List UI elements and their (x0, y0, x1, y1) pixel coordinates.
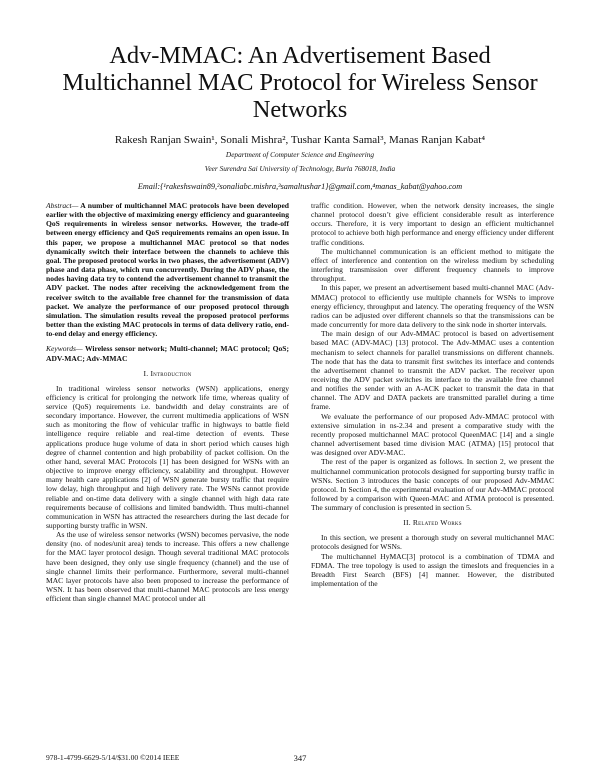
abstract (46, 201, 289, 338)
author-list: Rakesh Ranjan Swain¹, Sonali Mishra², Tushar Kanta Samal³, Manas Ranjan Kabat⁴ (114, 134, 486, 146)
paragraph: In this section, we present a thorough study on several multichannel MAC protocols designed for WSNs. (311, 533, 554, 552)
paragraph: In traditional wireless sensor networks (WSN) applications, energy efficiency is critical for prolonging the network life time, whereas quality of service (QoS) requirements i.e. bandwidth and delay constraints are of secondary importance. However, the current multimedia applications of WSN such as monitoring the flow of vehicular traffic in highways to battle field intelligence require reliable and real-time detection of events. These applications produce huge volume of data in short period which causes high degree of channel contention and high probability of packet collision. On the other hand, several MAC Protocols [1] has been designed for WSNs with an objective to improve energy efficiency, scalability and throughput. However many health care applications [2] of WSN generate bursty traffic that require low delay, high throughput and high delivery rate. The WSNs cannot provide reliable and on-time data delivery with a single channel with high data rate requirements because of collisions and limited bandwidth. Thus multi-channel communication in WSN has attracted the researchers during the last decade for supporting bursty traffic in WSN. (46, 383, 289, 530)
paragraph: We evaluate the performance of our proposed Adv-MMAC protocol with extensive simulation in ns-2.34 and present a comparative study with the recently proposed multichannel MAC protocol QueenMAC [14] and a single channel advertisement based time division MAC (ATMA) [15] protocol that was designed over ADV-MAC. (311, 411, 554, 458)
paragraph: traffic condition. However, when the network density increases, the single channel protocol doesn’t give efficient considerable result as interference occurs. Therefore, it is very important to design an efficient multichannel protocol to achieve both high performance and energy efficiency under different traffic conditions. (311, 201, 554, 247)
keywords (46, 344, 289, 362)
paper-title: Adv-MMAC: An Advertisement Based Multichannel MAC Protocol for Wireless Sensor Networks (62, 42, 538, 123)
left-column (46, 201, 289, 603)
paragraph: The main design of our Adv-MMAC protocol is based on advertisement based MAC (ADV-MAC) [13] protocol. The Adv-MMAC uses a contention mechanism to select channels for parallel transmissions on different channels. The node that has the data to transmit first switches its interface and contends the advertisement channel to transmit the ADV packet. The receiver upon receiving the ADV packet switches its interface to the available free channel and notifies the sender with an A-ACK packet to transmit the data in that channel. The ADV and DATA packets are transmitted parallel during a time frame. (311, 329, 554, 412)
keywords-text: Wireless sensor network; Multi-channel; MAC protocol; QoS; ADV-MAC; Adv-MMAC (46, 344, 289, 363)
keywords-lead: Keywords— (46, 344, 83, 354)
paragraph: The multichannel communication is an efficient method to mitigate the effect of interference and contention on the wireless medium by scheduling interfering transmission over different frequency channels to improve throughput. (311, 246, 554, 284)
isbn-copyright: 978-1-4799-6629-5/14/$31.00 ©2014 IEEE (46, 753, 180, 762)
paragraph: As the use of wireless sensor networks (WSN) becomes pervasive, the node density (no. of nodes/unit area) tends to increase. This offers a new challenge for the MAC layer protocol design. Though several traditional MAC protocols have been designed, they only use single frequency (channel) and the use of single channel limits their performance. Furthermore, several multi-channel MAC layer protocols have also been proposed to increase the performance of WSN. It has been observed that multi-channel MAC protocols are less energy efficient than single channel MAC protocol under all (46, 530, 289, 604)
affiliation-department: Department of Computer Science and Engineering (225, 150, 375, 159)
paragraph: The multichannel HyMAC[3] protocol is a combination of TDMA and FDMA. The tree topology is used to assign the timeslots and frequencies in a Breadth First Search (BFS) [4] manner. However, the distributed implementation of the (311, 551, 554, 589)
page-number: 347 (293, 753, 307, 763)
two-column-body (46, 201, 554, 603)
abstract-lead: Abstract— (46, 201, 79, 210)
right-column (311, 201, 554, 603)
section-heading-introduction: I. Introduction (143, 368, 192, 378)
affiliation-university: Veer Surendra Sai University of Technology, Burla 768018, India (204, 164, 396, 173)
author-emails: Email:{¹rakeshswain89,²sonaliabc.mishra,³samaltushar1}@gmail.com,⁴manas_kabat@yahoo.com (137, 182, 463, 191)
paragraph: In this paper, we present an advertisement based multi-channel MAC (Adv-MMAC) protocol to efficiently use multiple channels for WSNs to improve energy efficiency, throughput and latency. The operating frequency of the WSN radios can be adjusted over different channels so that the transmissions can be made concurrently for more data delivery to the sink node in shorter intervals. (311, 283, 554, 330)
section-heading-related-works: II. Related Works (403, 518, 462, 528)
abstract-text: A number of multichannel MAC protocols have been developed earlier with the objective of maximizing energy efficiency and guaranteeing QoS requirements in wireless sensor networks. However, the trade-off between energy efficiency and QoS requirements remains an open issue. In this paper, we propose a multichannel MAC protocol so that nodes dynamically switch their interface between the channels to achieve this goal. The proposed protocol works in two phases, the advertisement (ADV) phase and data phase, which run concurrently. During the ADV phase, the nodes having data try to contend the advertisement channel to transmit the ADV packet. The nodes after receiving the acknowledgement from the receiver switch to the available free channel for the transmission of data packet. We analyze the performance of our proposed protocol through simulation. The simulation results reveal the proposed protocol performs better than the existing MAC protocols in terms of data delivery ratio, end-to-end delay and energy efficiency. (46, 201, 289, 339)
paragraph: The rest of the paper is organized as follows. In section 2, we present the multichannel communication protocols designed for supporting bursty traffic in WSNs. Section 3 introduces the basic concepts of our proposed Adv-MMAC protocol. In Section 4, the experimental evaluation of our Adv-MMAC protocol followed by a comparison with Queen-MAC and ATMA protocol is presented. The summary of conclusion is presented in section 5. (311, 457, 554, 513)
